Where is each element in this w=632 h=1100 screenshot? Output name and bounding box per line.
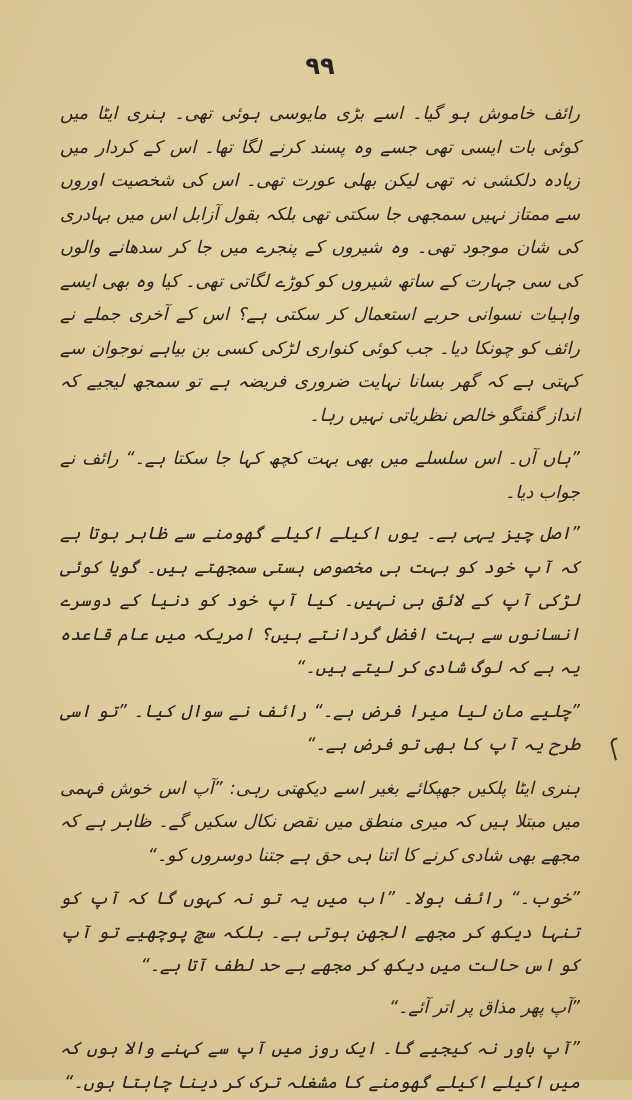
page-number: ۹۹ [305, 52, 335, 80]
paragraph-5: ہنری ایٹا پلکیں جھپکائے بغیر اسے دیکھتی رہی: ”آپ اس خوش فہمی میں مبتلا ہیں کہ میری منطق میں نقص نکال سکیں گے۔ ظاہر ہے کہ مجھے بھی شادی کرنے کا اتنا ہی حق ہے جتنا دوسروں کو۔“ [60, 778, 580, 866]
margin-bracket-mark [609, 737, 622, 760]
paragraph-8: ”آپ باور نہ کیجیے گا۔ ایک روز میں آپ سے کہنے والا ہوں کہ میں اکیلے اکیلے گھومنے کا مشغلہ ترک کر دینا چاہتا ہوں۔“ [60, 1039, 580, 1093]
paragraph-2: ”ہاں آں۔ اس سلسلے میں بھی بہت کچھ کہا جا سکتا ہے۔“ رائف نے جواب دیا۔ [60, 449, 580, 503]
paragraph-7: ”آپ پھر مذاق پر اتر آئے۔“ [388, 997, 580, 1018]
paragraph-6: ”خوب۔“ رائف بولا۔ ”اب میں یہ تو نہ کہوں گا کہ آپ کو تنہا دیکھ کر مجھے الجھن ہوتی ہے۔ بلکہ سچ پوچھیے تو آپ کو اس حالت میں دیکھ کر مجھے بے حد لطف آتا ہے۔“ [60, 889, 580, 976]
page-body-text [60, 98, 580, 1100]
paragraph-3: ”اصل چیز یہی ہے۔ یوں اکیلے اکیلے گھومنے سے ظاہر ہوتا ہے کہ آپ خود کو بہت ہی مخصوص ہستی سمجھتے ہیں۔ گویا کوئی لڑکی آپ کے لائق ہی نہیں۔ کیا آپ خود کو دنیا کے دوسرے انسانوں سے بہت افضل گردانتے ہیں؟ امریکہ میں عام قاعدہ یہ ہے کہ لوگ شادی کر لیتے ہیں۔“ [60, 524, 580, 678]
paragraph-4: ”چلیے مان لیا میرا فرض ہے۔“ رائف نے سوال کیا۔ ”تو اسی طرح یہ آپ کا بھی تو فرض ہے۔“ [60, 701, 580, 755]
paragraph-1: رائف خاموش ہو گیا۔ اسے بڑی مایوسی ہوئی تھی۔ ہنری ایٹا میں کوئی بات ایسی تھی جسے وہ پسند کرنے لگا تھا۔ اس کے کردار میں زیادہ دلکشی نہ تھی لیکن بھلی عورت تھی۔ اس کی شخصیت اوروں سے ممتاز نہیں سمجھی جا سکتی تھی بلکہ بقول آزابل اس میں بہادری کی شان موجود تھی۔ وہ شیروں کے پنجرے میں جا کر سدھانے والوں کی سی جہارت کے ساتھ شیروں کو کوڑے لگاتی تھی۔ کیا وہ بھی ایسے واہیات نسوانی حربے استعمال کر سکتی ہے؟ اس کے آخری جملے نے رائف کو چونکا دیا۔ جب کوئی کنواری لڑکی کسی بن بیاہے نوجوان سے کہتی ہے کہ گھر بسانا نہایت ضروری فریضہ ہے تو سمجھ لیجیے کہ انداز گفتگو خالص نظریاتی نہیں رہا۔ [60, 104, 580, 426]
